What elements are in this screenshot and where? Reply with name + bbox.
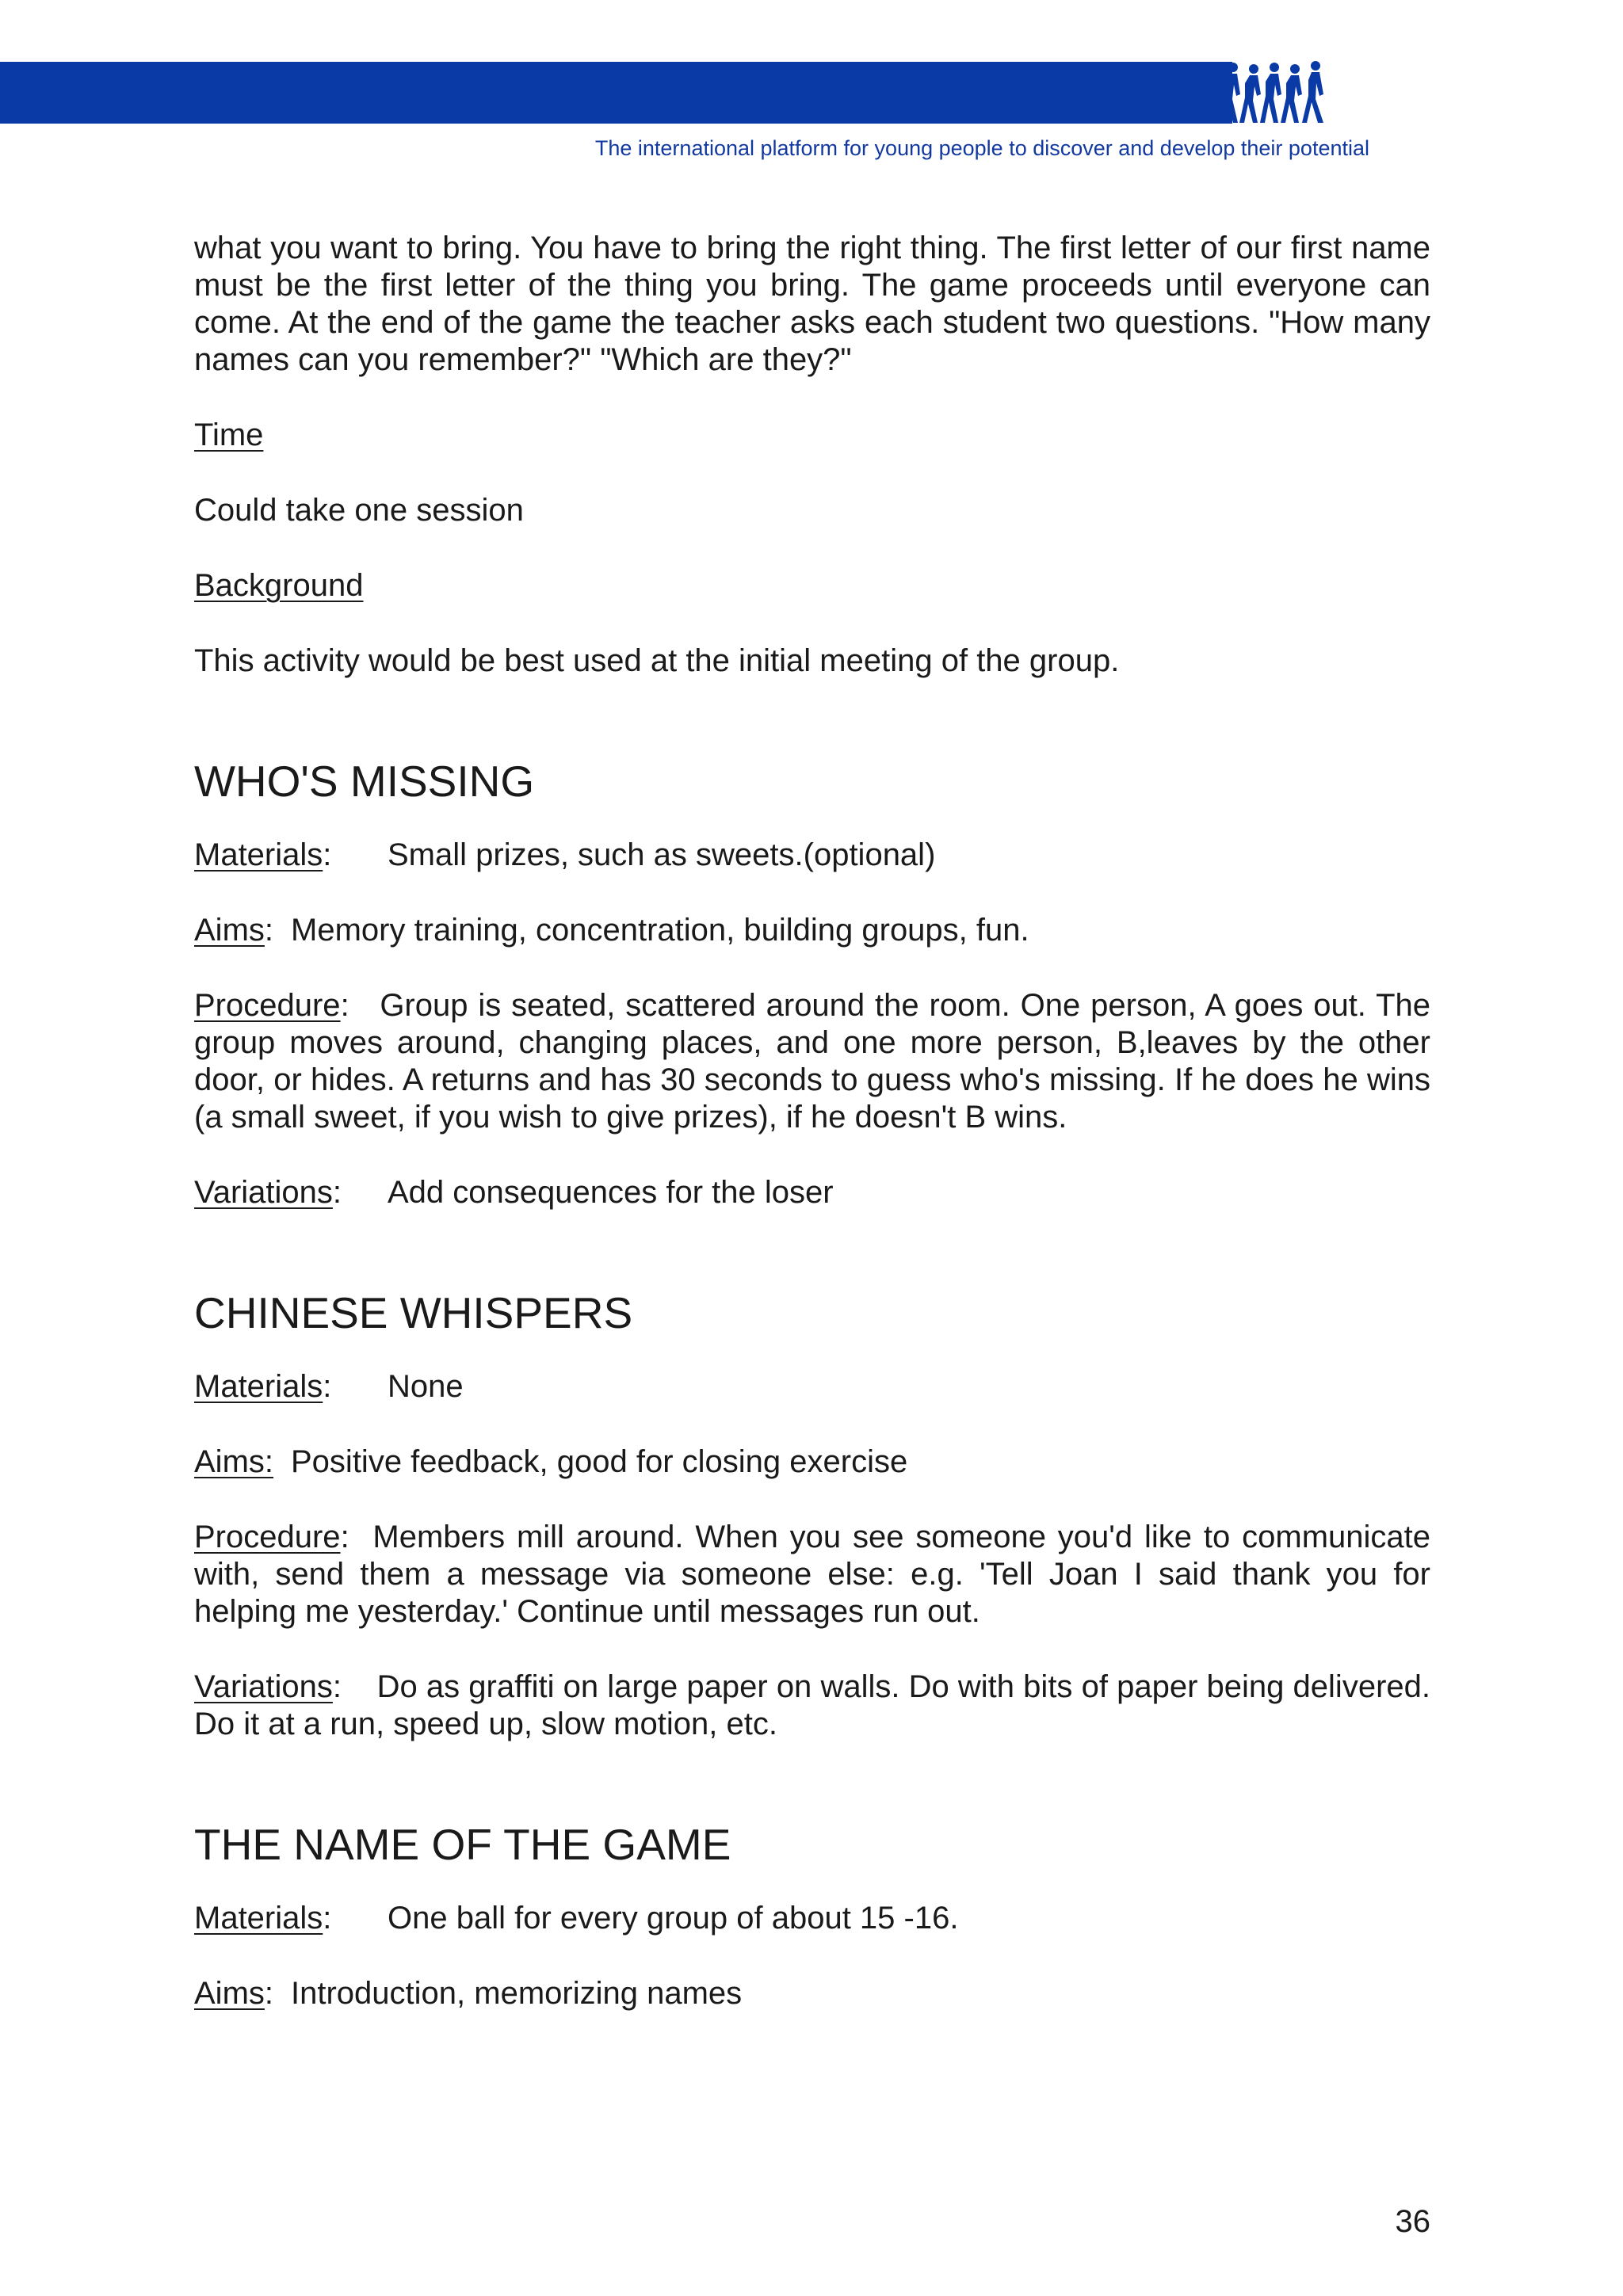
variations-paragraph: Variations: Do as graffiti on large paper on walls. Do with bits of paper being delivered. Do it at a run, speed up, slow motion, etc.	[194, 1669, 1430, 1741]
background-heading: Background	[194, 568, 364, 603]
aims-row: Aims: Positive feedback, good for closing exercise	[194, 1444, 1430, 1481]
materials-value: One ball for every group of about 15 -16.	[388, 1901, 959, 1936]
materials-row: Materials: One ball for every group of about 15 -16.	[194, 1900, 1430, 1937]
aims-value: Memory training, concentration, building groups, fun.	[291, 913, 1029, 948]
time-text: Could take one session	[194, 493, 524, 528]
procedure-paragraph: Procedure: Members mill around. When you see someone you'd like to communicate with, send them a message via someone else: e.g. 'Tell Joan I said thank you for helping me yesterday.' Continue until messages run out.	[194, 1520, 1430, 1629]
aims-value: Introduction, memorizing names	[291, 1976, 743, 2011]
page-number: 36	[1395, 2204, 1430, 2239]
page-content	[194, 230, 1430, 2012]
section-title-whos-missing: WHO'S MISSING	[194, 757, 535, 806]
variations-value: Add consequences for the loser	[388, 1175, 834, 1210]
materials-value: Small prizes, such as sweets.(optional)	[388, 837, 936, 872]
aims-row: Aims: Memory training, concentration, building groups, fun.	[194, 912, 1430, 949]
walking-people-silhouettes-icon	[1187, 59, 1335, 126]
materials-row: Materials: Small prizes, such as sweets.(optional)	[194, 837, 1430, 874]
background-text: This activity would be best used at the initial meeting of the group.	[194, 643, 1120, 678]
materials-row: Materials: None	[194, 1368, 1430, 1405]
section-title-name-of-the-game: THE NAME OF THE GAME	[194, 1820, 731, 1869]
procedure-paragraph: Procedure: Group is seated, scattered around the room. One person, A goes out. The group moves around, changing places, and one more person, B,leaves by the other door, or hides. A returns and has 30 seconds to guess who's missing. If he does he wins (a small sweet, if you wish to give prizes), if he doesn't B wins.	[194, 988, 1430, 1135]
time-heading: Time	[194, 418, 264, 452]
materials-value: None	[388, 1369, 464, 1404]
aiesec-logo	[947, 57, 1335, 128]
aims-row: Aims: Introduction, memorizing names	[194, 1975, 1430, 2012]
aims-value: Positive feedback, good for closing exercise	[291, 1444, 908, 1479]
variations-row: Variations: Add consequences for the loser	[194, 1174, 1430, 1211]
brand-wordmark: AIESEC	[947, 56, 1185, 128]
intro-paragraph: what you want to bring. You have to bring the right thing. The first letter of our first name must be the first letter of the thing you bring. The game proceeds until everyone can come. At the end of the game the teacher asks each student two questions. "How many names can you remember?" "Which are they?"	[194, 231, 1430, 377]
section-title-chinese-whispers: CHINESE WHISPERS	[194, 1288, 633, 1337]
tagline: The international platform for young people to discover and develop their potential	[594, 136, 1369, 160]
